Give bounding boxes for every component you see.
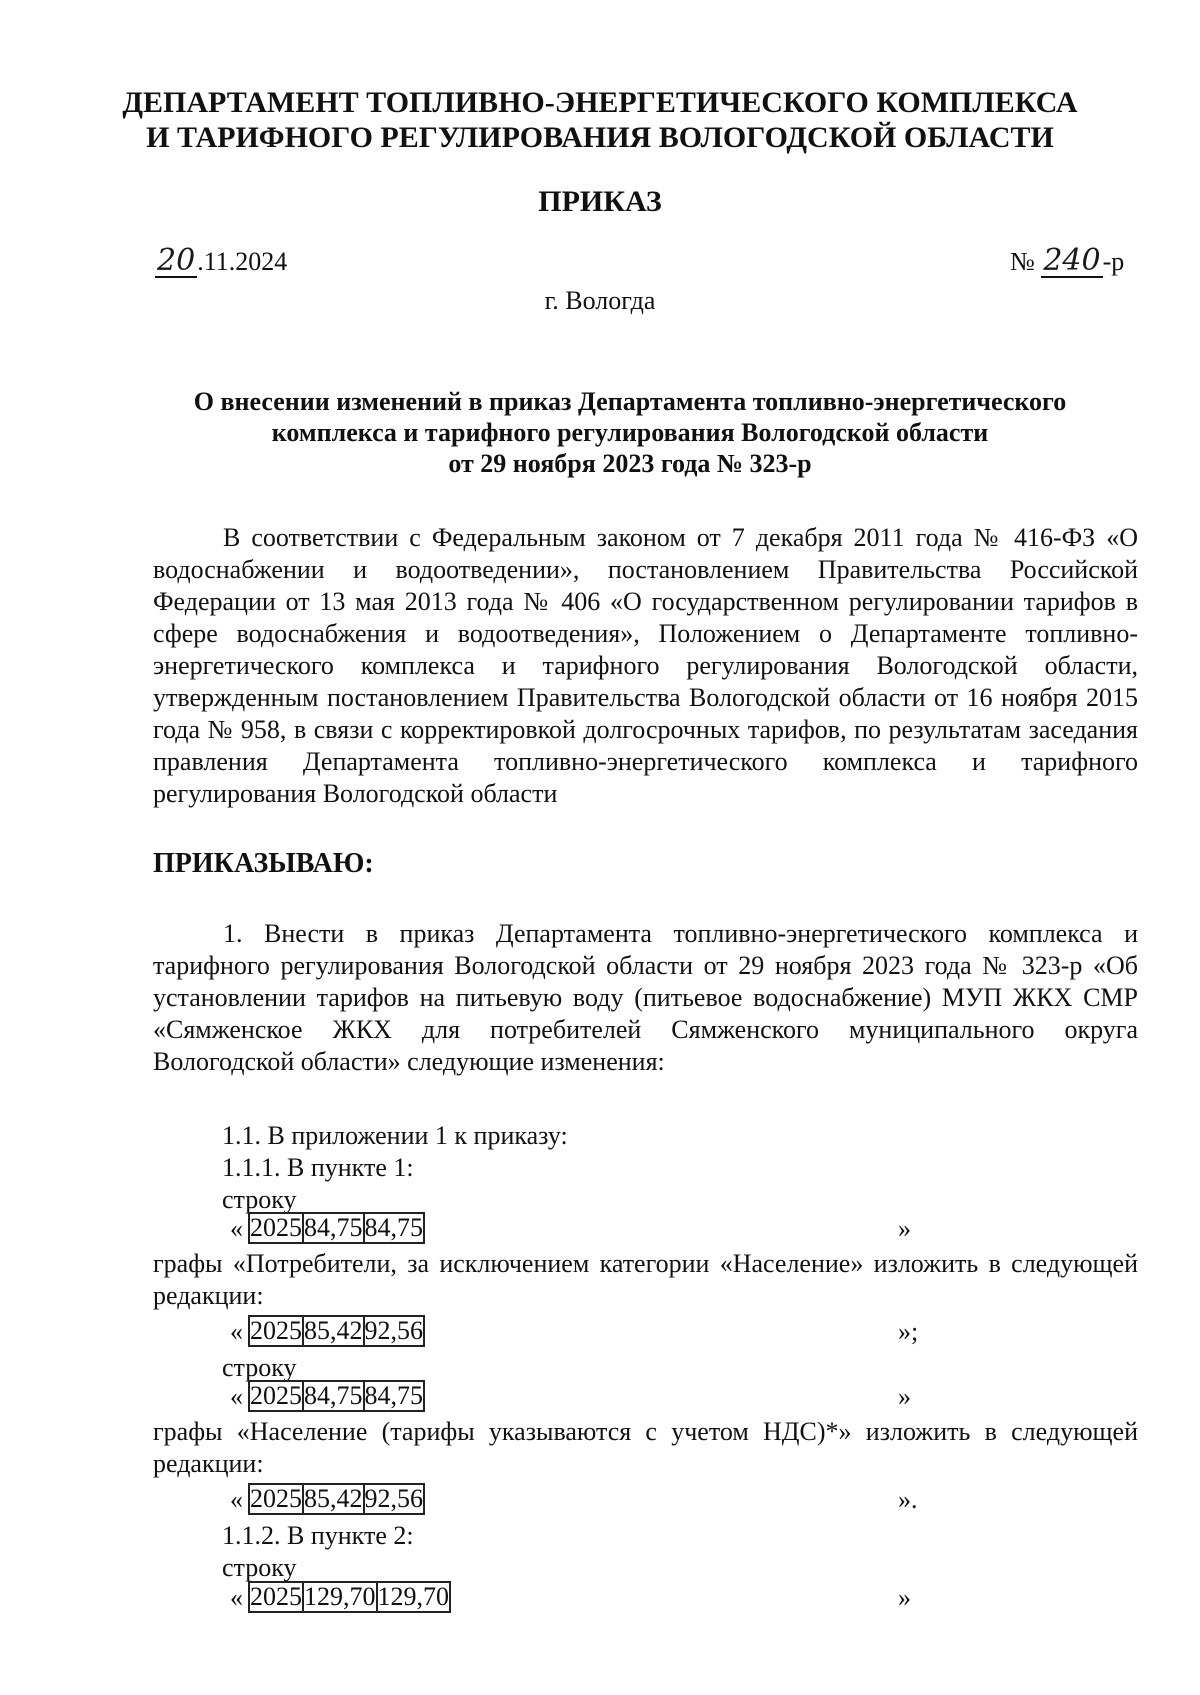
order-title-line1: О внесении изменений в приказ Департамента топливно-энергетического <box>193 387 1067 416</box>
cell-value-2: 129,70 <box>377 1582 449 1611</box>
document-type: ПРИКАЗ <box>538 185 662 218</box>
cell-value-2: 92,56 <box>364 1316 423 1345</box>
item-1-paragraph: 1. Внести в приказ Департамента топливно-энергетического комплекса и тарифного регулирования Вологодской области от 29 ноября 2023 года № 323-р «Об установлении тарифов на питьевую воду (питьевое водоснабжение) МУП ЖКХ СМР «Сямженское ЖКХ для потребителей Сямженского муниципального округа Вологодской области» следующие изменения: <box>153 919 1138 1076</box>
cell-value-1: 85,42 <box>304 1484 363 1513</box>
cell-value-2: 84,75 <box>364 1381 423 1410</box>
city: г. Вологда <box>544 286 656 315</box>
order-title-line2: комплекса и тарифного регулирования Вологодской области <box>271 418 989 447</box>
cell-value-1: 85,42 <box>304 1316 363 1345</box>
number-prefix: № <box>1010 247 1035 276</box>
close-quote: »; <box>898 1317 919 1346</box>
cell-value-2: 84,75 <box>364 1213 423 1242</box>
cell-year: 2025 <box>250 1484 302 1513</box>
cell-value-1: 129,70 <box>304 1582 376 1611</box>
cell-value-1: 84,75 <box>304 1213 363 1242</box>
handwritten-number: 240 <box>1043 243 1101 278</box>
order-title-line3: от 29 ноября 2023 года № 323-р <box>448 449 812 478</box>
word-stroku-2: строку <box>222 1353 297 1382</box>
open-quote: « <box>230 1382 243 1411</box>
close-quote: ». <box>898 1485 918 1514</box>
word-stroku-3: строку <box>222 1553 297 1582</box>
item-1-1: 1.1. В приложении 1 к приказу: <box>222 1121 568 1150</box>
close-quote: » <box>898 1382 911 1411</box>
item-1-1-1: 1.1.1. В пункте 1: <box>222 1153 414 1182</box>
department-name-line2: И ТАРИФНОГО РЕГУЛИРОВАНИЯ ВОЛОГОДСКОЙ ОБЛАСТИ <box>146 121 1054 154</box>
close-quote: » <box>898 1214 911 1243</box>
graph-population-text: графы «Население (тарифы указываются с учетом НДС)*» изложить в следующей редакции: <box>153 1417 1138 1478</box>
open-quote: « <box>230 1214 243 1243</box>
graph-consumers-text-1: графы «Потребители, за исключением категории «Население» изложить в следующей редакции: <box>153 1249 1138 1310</box>
cell-year: 2025 <box>250 1582 302 1611</box>
cell-year: 2025 <box>250 1381 302 1410</box>
number-suffix: -р <box>1102 247 1125 276</box>
cell-value-2: 92,56 <box>364 1484 423 1513</box>
document-number <box>1010 243 1125 278</box>
department-name-line1: ДЕПАРТАМЕНТ ТОПЛИВНО-ЭНЕРГЕТИЧЕСКОГО КОМПЛЕКСА <box>122 86 1078 119</box>
item-1-1-2: 1.1.2. В пункте 2: <box>222 1521 414 1550</box>
open-quote: « <box>230 1317 243 1346</box>
cell-value-1: 84,75 <box>304 1381 363 1410</box>
order-word: ПРИКАЗЫВАЮ: <box>153 848 374 879</box>
preamble-paragraph: В соответствии с Федеральным законом от 7 декабря 2011 года № 416-ФЗ «О водоснабжении и водоотведении», постановлением Правительства Российской Федерации от 13 мая 2013 года № 406 «О государственном регулировании тарифов в сфере водоснабжения и водоотведения», Положением о Департаменте топливно-энергетического комплекса и тарифного регулирования Вологодской области, утвержденным постановлением Правительства Вологодской области от 16 ноября 2015 года № 958, в связи с корректировкой долгосрочных тарифов, по результатам заседания правления Департамента топливно-энергетического комплекса и тарифного регулирования Вологодской области <box>153 523 1138 808</box>
word-stroku-1: строку <box>222 1185 297 1214</box>
close-quote: » <box>898 1583 911 1612</box>
cell-year: 2025 <box>250 1316 302 1345</box>
open-quote: « <box>230 1583 243 1612</box>
open-quote: « <box>230 1485 243 1514</box>
handwritten-day: 20 <box>157 243 196 278</box>
date-month-year: .11.2024 <box>197 247 288 276</box>
document-date <box>155 243 288 278</box>
cell-year: 2025 <box>250 1213 302 1242</box>
